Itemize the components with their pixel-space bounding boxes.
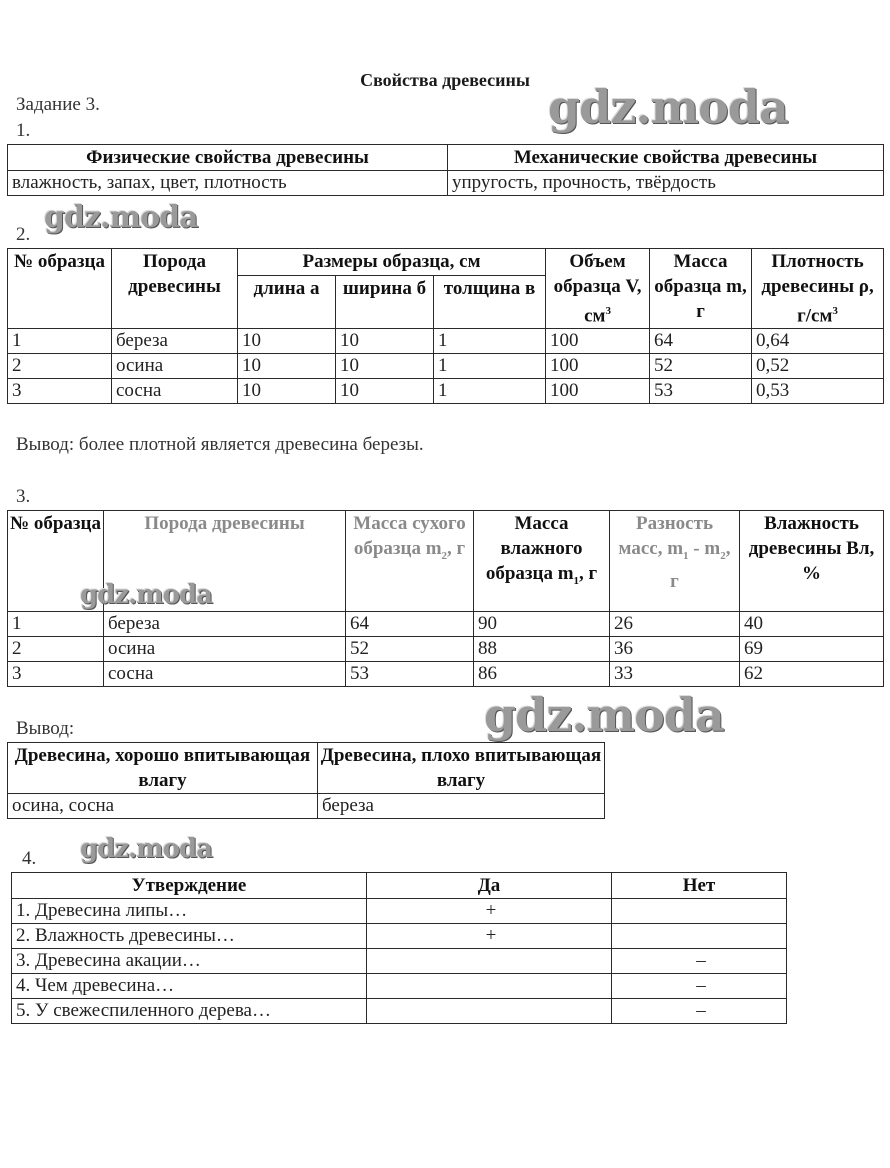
statements-table	[11, 872, 787, 1024]
cell: 10	[238, 379, 336, 404]
header-mass-diff	[610, 511, 740, 612]
header-thickness: толщина в	[434, 276, 546, 329]
subscript: 1	[683, 549, 689, 562]
cell: 1	[434, 354, 546, 379]
section-4-number: 4.	[22, 848, 37, 869]
section-3-conclusion-label: Вывод:	[16, 718, 75, 739]
cell: 2	[8, 354, 112, 379]
header-moisture: Влажность древесины Вл, %	[740, 511, 884, 612]
no-mark	[612, 924, 787, 949]
header-mass-diff-text: Разность масс, m	[618, 513, 713, 559]
watermark: gdz.moda	[44, 200, 198, 235]
cell: 40	[740, 612, 884, 637]
yes-mark	[367, 999, 612, 1024]
section-2-number: 2.	[16, 224, 31, 245]
table-row	[8, 637, 884, 662]
cell: 3	[8, 662, 104, 687]
header-dry-mass-text: Масса сухого образца m	[353, 513, 466, 559]
header-length: длина а	[238, 276, 336, 329]
header-no: Нет	[612, 873, 787, 899]
table-header-row	[8, 249, 884, 276]
cell: 0,64	[752, 329, 884, 354]
cell: осина	[112, 354, 238, 379]
density-table	[7, 248, 884, 404]
table-row	[12, 899, 787, 924]
section-2-conclusion: Вывод: более плотной является древесина березы.	[16, 434, 424, 455]
cell: 2	[8, 637, 104, 662]
no-mark: –	[612, 949, 787, 974]
table-row	[12, 949, 787, 974]
mechanical-properties: упругость, прочность, твёрдость	[448, 171, 884, 196]
table-row	[8, 794, 605, 819]
header-dry-mass	[346, 511, 474, 612]
cell: 100	[546, 329, 650, 354]
table-row	[12, 974, 787, 999]
cell: 64	[650, 329, 752, 354]
statement: 1. Древесина липы…	[12, 899, 367, 924]
table-row	[8, 379, 884, 404]
cell: осина	[104, 637, 346, 662]
table-row	[8, 354, 884, 379]
header-mechanical: Механические свойства древесины	[448, 145, 884, 171]
subscript: 2	[720, 549, 726, 562]
header-wet-mass	[474, 511, 610, 612]
header-physical: Физические свойства древесины	[8, 145, 448, 171]
cell: 69	[740, 637, 884, 662]
header-species: Порода древесины	[104, 511, 346, 612]
table-row	[12, 999, 787, 1024]
cell: 53	[650, 379, 752, 404]
watermark: gdz.moda	[80, 580, 213, 610]
cell: 0,53	[752, 379, 884, 404]
minus: - m	[688, 538, 721, 559]
unit: , г	[670, 538, 731, 592]
cell: 1	[434, 379, 546, 404]
cell: 88	[474, 637, 610, 662]
cell: 90	[474, 612, 610, 637]
table-header-row	[8, 145, 884, 171]
subscript: 1	[573, 574, 580, 587]
table-row	[8, 171, 884, 196]
statement: 2. Влажность древесины…	[12, 924, 367, 949]
cell: 64	[346, 612, 474, 637]
cell: 100	[546, 354, 650, 379]
header-sample-no: № образца	[8, 249, 112, 329]
header-yes: Да	[367, 873, 612, 899]
header-dimensions: Размеры образца, см	[238, 249, 546, 276]
no-mark: –	[612, 999, 787, 1024]
table-header-row	[12, 873, 787, 899]
cell: 33	[610, 662, 740, 687]
header-density-text: Плотность древесины ρ, г/см	[761, 251, 874, 327]
absorption-table	[7, 742, 605, 819]
yes-mark	[367, 974, 612, 999]
section-3-number: 3.	[16, 486, 31, 507]
header-statement: Утверждение	[12, 873, 367, 899]
header-wet-mass-text: Масса влажного образца m	[485, 513, 583, 584]
absorbs-poorly-value: береза	[318, 794, 605, 819]
superscript: 3	[605, 305, 611, 317]
table-header-row	[8, 743, 605, 794]
cell: 52	[346, 637, 474, 662]
header-density	[752, 249, 884, 329]
header-species: Порода древесины	[112, 249, 238, 329]
cell: береза	[112, 329, 238, 354]
unit: , г	[447, 538, 466, 559]
cell: 10	[238, 329, 336, 354]
cell: 10	[336, 379, 434, 404]
yes-mark	[367, 949, 612, 974]
header-volume-text: Объем образца V, см	[553, 251, 642, 327]
watermark: gdz.moda	[548, 80, 788, 134]
no-mark	[612, 899, 787, 924]
cell: 1	[8, 612, 104, 637]
section-1-number: 1.	[16, 120, 31, 141]
absorbs-well-value: осина, сосна	[8, 794, 318, 819]
cell: 10	[238, 354, 336, 379]
table-row	[12, 924, 787, 949]
document-title: Свойства древесины	[360, 70, 530, 90]
cell: 100	[546, 379, 650, 404]
superscript: 3	[832, 305, 838, 317]
header-volume	[546, 249, 650, 329]
cell: 1	[434, 329, 546, 354]
subscript: 2	[441, 549, 448, 562]
header-absorbs-well: Древесина, хорошо впитывающая влагу	[8, 743, 318, 794]
cell: сосна	[112, 379, 238, 404]
header-mass: Масса образца m, г	[650, 249, 752, 329]
yes-mark: +	[367, 899, 612, 924]
cell: 53	[346, 662, 474, 687]
watermark: gdz.moda	[484, 688, 724, 742]
cell: 62	[740, 662, 884, 687]
header-sample-no: № образца	[8, 511, 104, 612]
table-row	[8, 662, 884, 687]
cell: 0,52	[752, 354, 884, 379]
no-mark: –	[612, 974, 787, 999]
header-absorbs-poorly: Древесина, плохо впитывающая влагу	[318, 743, 605, 794]
cell: сосна	[104, 662, 346, 687]
table-row	[8, 329, 884, 354]
cell: 10	[336, 354, 434, 379]
unit: , г	[579, 563, 598, 584]
cell: 36	[610, 637, 740, 662]
cell: 26	[610, 612, 740, 637]
cell: 52	[650, 354, 752, 379]
cell: 86	[474, 662, 610, 687]
properties-table	[7, 144, 884, 196]
cell: береза	[104, 612, 346, 637]
watermark: gdz.moda	[80, 834, 213, 864]
physical-properties: влажность, запах, цвет, плотность	[8, 171, 448, 196]
cell: 3	[8, 379, 112, 404]
assignment-label: Задание 3.	[16, 94, 100, 115]
header-width: ширина б	[336, 276, 434, 329]
table-row	[8, 612, 884, 637]
cell: 10	[336, 329, 434, 354]
yes-mark: +	[367, 924, 612, 949]
statement: 3. Древесина акации…	[12, 949, 367, 974]
cell: 1	[8, 329, 112, 354]
statement: 4. Чем древесина…	[12, 974, 367, 999]
statement: 5. У свежеспиленного дерева…	[12, 999, 367, 1024]
